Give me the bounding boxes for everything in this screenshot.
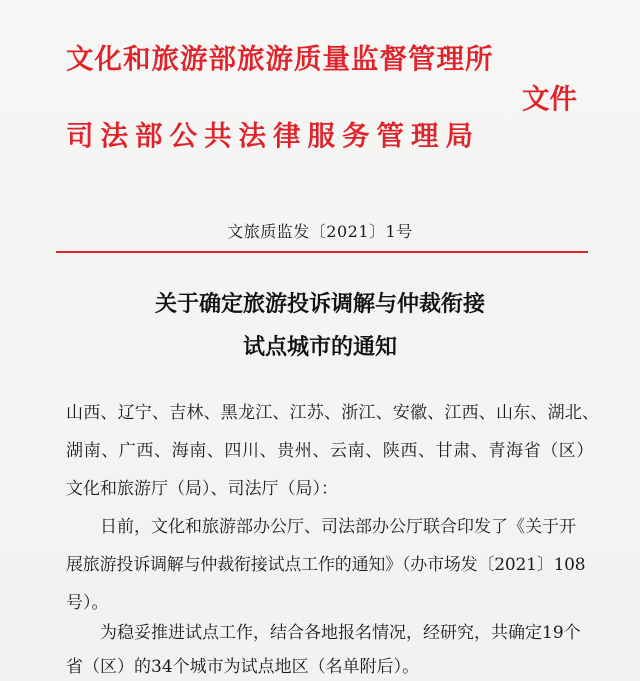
document-number: 文旅质监发〔2021〕1号: [227, 222, 413, 241]
document-title-line-1: 关于确定旅游投诉调解与仲裁衔接: [154, 291, 485, 317]
body-line: 省（区）的34个城市为试点地区（名单附后）。: [66, 657, 420, 677]
document-title-line-2: 试点城市的通知: [242, 334, 397, 360]
issuer-line-2: 司法部公共法律服务管理局: [66, 120, 480, 152]
body-line: 为稳妥推进试点工作，结合各地报名情况，经研究，共确定19个: [66, 623, 581, 643]
body-line: 山西、辽宁、吉林、黑龙江、江苏、浙江、安徽、江西、山东、湖北、: [66, 403, 600, 423]
issuer-line-1: 文化和旅游部旅游质量监督管理所: [66, 43, 494, 75]
body-line: 展旅游投诉调解与仲裁衔接试点工作的通知》（办市场发〔2021〕108: [66, 555, 586, 575]
body-line: 号）。: [66, 593, 109, 613]
body-line: 湖南、广西、海南、四川、贵州、云南、陕西、甘肃、青海省（区）: [66, 441, 594, 461]
body-line: 文化和旅游厅（局）、司法厅（局）：: [66, 479, 338, 499]
red-divider-line: [56, 251, 588, 253]
body-line: 日前，文化和旅游部办公厅、司法部办公厅联合印发了《关于开: [66, 517, 576, 537]
issuer-suffix: 文件: [522, 83, 577, 115]
